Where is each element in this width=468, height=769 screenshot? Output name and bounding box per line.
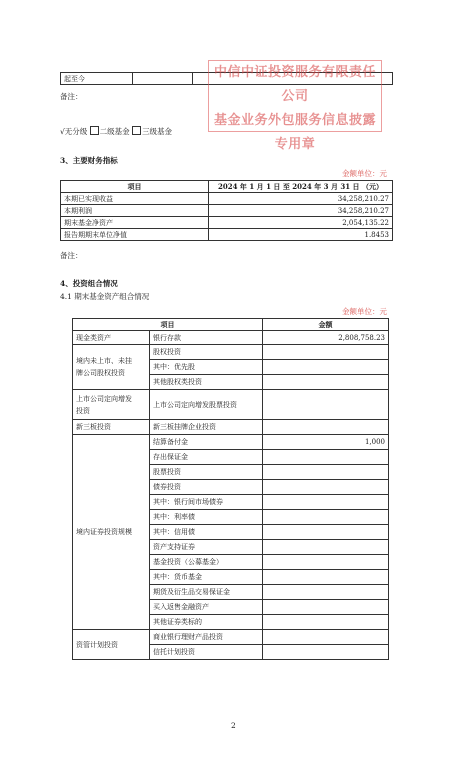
- table-row: 其中：利率债: [73, 510, 389, 525]
- table-row: 报告期期末单位净值 1.8453: [61, 229, 393, 241]
- section-4-subtitle: 4.1 期末基金资产组合情况: [60, 292, 150, 301]
- category-unlisted-equity: 境内未上市、未挂 牌公司股权投资: [73, 345, 150, 390]
- note-2: 备注：: [60, 251, 83, 260]
- table-row: 本期利润 34,258,210.27: [61, 205, 393, 217]
- table-row: 买入返售金融资产: [73, 600, 389, 615]
- checkbox-icon: [90, 126, 99, 135]
- header-item: 项目: [61, 181, 209, 193]
- category-asset-management: 资管计划投资: [73, 630, 150, 660]
- table-row: 现金类资产 银行存款 2,808,758.23: [73, 331, 389, 345]
- financial-indicators-table: [60, 180, 393, 241]
- table-row: 资产支持证券: [73, 540, 389, 555]
- table-row: 其中：货币基金: [73, 570, 389, 585]
- option-no-tier: 无分级: [64, 127, 88, 136]
- table-row: 新三板投资 新三板挂牌企业投资: [73, 420, 389, 435]
- category-private-placement: 上市公司定向增发 投资: [73, 390, 150, 420]
- table-row: 信托计划投资: [73, 645, 389, 660]
- table-row: 债券投资: [73, 480, 389, 495]
- checked-mark-icon: √: [60, 127, 65, 136]
- table-row: 境内证券投资规模 结算备付金 1,000: [73, 435, 389, 450]
- header-amount: 金额: [263, 319, 389, 331]
- header-period: 2024 年 1 月 1 日 至 2024 年 3 月 31 日 （元）: [209, 181, 393, 193]
- company-seal-stamp: 中信中证投资服务有限责任公司 基金业务外包服务信息披露专用章: [208, 60, 382, 132]
- table-row: 其中：优先股: [73, 360, 389, 375]
- page-number: 2: [231, 721, 236, 730]
- table-row: 基金投资（公募基金）: [73, 555, 389, 570]
- table-row: 期货及衍生品交易保证金: [73, 585, 389, 600]
- table-row: 其他股权类投资: [73, 375, 389, 390]
- top-row-label: 起至今: [61, 73, 133, 85]
- table-row: 上市公司定向增发 投资 上市公司定向增发股票投资: [73, 390, 389, 420]
- table-row: 股票投资: [73, 465, 389, 480]
- checkbox-icon: [132, 126, 141, 135]
- table-row: 其中：银行间市场债券: [73, 495, 389, 510]
- table-row: 存出保证金: [73, 450, 389, 465]
- section-4-unit: 金额单位：元: [342, 307, 387, 316]
- category-domestic-securities: 境内证券投资规模: [73, 435, 150, 630]
- table-row: 其中：信用债: [73, 525, 389, 540]
- table-row: 本期已实现收益 34,258,210.27: [61, 193, 393, 205]
- asset-portfolio-table: [72, 318, 389, 660]
- fund-level-options: [60, 126, 172, 136]
- table-row: 境内未上市、未挂 牌公司股权投资 股权投资: [73, 345, 389, 360]
- option-tier-2: 二级基金: [99, 127, 130, 136]
- header-item: 项目: [73, 319, 263, 331]
- section-3-title: 3、主要财务指标: [60, 156, 118, 165]
- note-1: 备注：: [60, 92, 83, 101]
- table-row: 期末基金净资产 2,054,135.22: [61, 217, 393, 229]
- section-3-unit: 金额单位：元: [342, 169, 387, 178]
- option-tier-3: 三级基金: [142, 127, 173, 136]
- table-row: 资管计划投资 商业银行理财产品投资: [73, 630, 389, 645]
- section-4-title: 4、投资组合情况: [60, 279, 118, 288]
- table-row: 其他证券类标的: [73, 615, 389, 630]
